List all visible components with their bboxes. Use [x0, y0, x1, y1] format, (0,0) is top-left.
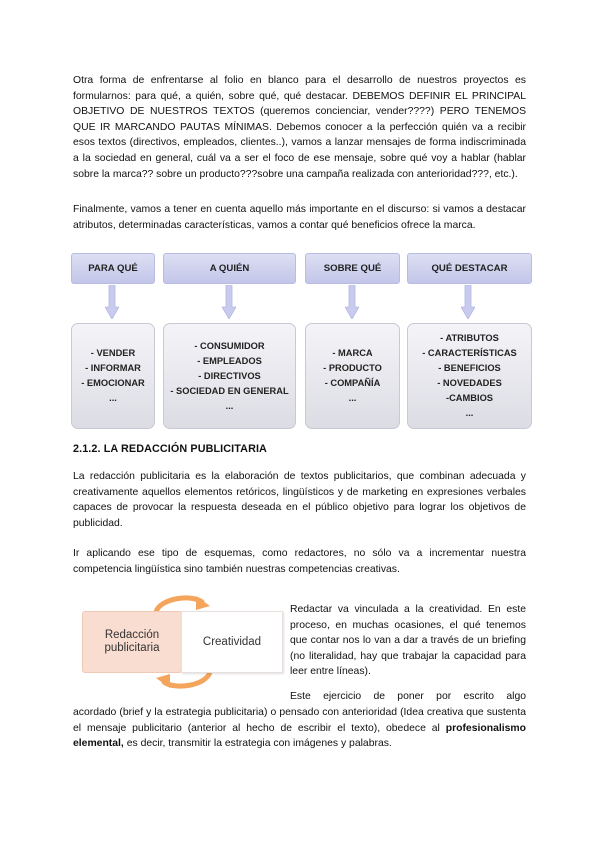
- list-item: - PRODUCTO: [323, 363, 382, 373]
- paragraph-ejercicio-first-line: Este ejercicio de poner por escrito algo: [290, 691, 526, 702]
- down-arrow-icon: [105, 285, 119, 319]
- list-item: - COMPAÑÍA: [324, 378, 381, 388]
- list-item: - ATRIBUTOS: [440, 333, 499, 343]
- down-arrow-icon: [461, 285, 475, 319]
- paragraph-definicion: La redacción publicitaria es la elaboración de textos publicitarios, que combinan adecuada y creativamente aquellos elementos retóricos, lingüísticos y de marketing en expresiones verbales capaces de provocar la respuesta deseada en el público objetivo para lograr los objetivos de publicidad.: [73, 471, 526, 529]
- box-que-destacar: [407, 323, 532, 429]
- creatividad-box: Creatividad: [181, 611, 283, 673]
- list-item: ...: [465, 408, 474, 418]
- paragraph-folio-en-blanco: Otra forma de enfrentarse al folio en blanco para el desarrollo de nuestros proyectos es formularnos: para qué, a quién, sobre qué, qué destacar. DEBEMOS DEFINIR EL PRINCIPAL OBJETIVO DE NUESTROS TEXTOS (queremos concienciar, vender????) PERO TENEMOS QUE IR MARCANDO PAUTAS MÍNIMAS. Debemos conocer a la perfección quién va a recibir esos textos (directivos, empleados, clientes..), vamos a lanzar mensajes de forma indiscriminada a la sociedad en general, cuál va a ser el foco de ese mensaje, sobre qué voy a hablar (hablar sobre la marca?? sobre un producto???sobre una campaña realizada con anterioridad???, etc.).: [73, 75, 526, 180]
- redaccion-creatividad-cycle: [82, 592, 282, 692]
- paragraph-finalmente: Finalmente, vamos a tener en cuenta aquello más importante en el discurso: si vamos a destacar atributos, determinadas características, vamos a contar qué beneficios ofrece la marca.: [73, 204, 526, 231]
- cycle-arrow-bottom-icon: [152, 670, 214, 692]
- four-questions-diagram: [71, 253, 531, 428]
- list-item: - CONSUMIDOR: [194, 340, 265, 351]
- list-item: - BENEFICIOS: [438, 363, 501, 373]
- list-item: - VENDER: [90, 348, 136, 358]
- box-a-quien: [163, 323, 296, 429]
- list-item: - SOCIEDAD EN GENERAL: [170, 385, 289, 396]
- ejercicio-end-text: es decir, transmitir la estrategia con imágenes y palabras.: [123, 738, 392, 750]
- list-item: ...: [109, 393, 117, 403]
- paragraph-redactar: Redactar va vinculada a la creatividad. En este proceso, en muchas ocasiones, el qué tenemos que contar nos lo van a dar a través de un briefing (no literalidad, hay que trabajar la capacidad para leer entre líneas).: [290, 604, 526, 678]
- list-item: - MARCA: [332, 348, 373, 358]
- list-item: - DIRECTIVOS: [198, 370, 261, 381]
- redaccion-label-line2: publicitaria: [104, 642, 160, 654]
- list-item: ...: [348, 393, 357, 403]
- redaccion-publicitaria-box: [82, 611, 182, 673]
- ejercicio-bold-text: profesionalismo elemental,: [73, 722, 526, 750]
- box-para-que: [71, 323, 155, 429]
- header-a-quien: A QUIÉN: [163, 253, 296, 284]
- list-item: - NOVEDADES: [437, 378, 502, 388]
- section-heading: 2.1.2. LA REDACCIÓN PUBLICITARIA: [73, 443, 267, 455]
- list-item: - INFORMAR: [85, 363, 141, 373]
- list-item: ...: [225, 400, 234, 411]
- redaccion-label-line1: Redacción: [104, 629, 160, 641]
- down-arrow-icon: [345, 285, 359, 319]
- header-que-destacar: QUÉ DESTACAR: [407, 253, 532, 284]
- paragraph-esquemas: Ir aplicando ese tipo de esquemas, como redactores, no sólo va a incrementar nuestra competencia lingüística sino también nuestras competencias creativas.: [73, 548, 526, 575]
- list-item: -CAMBIOS: [446, 393, 493, 403]
- list-item: - EMOCIONAR: [81, 378, 145, 388]
- list-item: - EMPLEADOS: [197, 355, 262, 366]
- ejercicio-text: acordado (brief y la estrategia publicitaria) o pensado con anterioridad (Idea creativa que sustenta el mensaje publicitario (anterior al hecho de escribir el texto), obedece al: [73, 707, 526, 734]
- box-sobre-que: [305, 323, 400, 429]
- header-para-que: PARA QUÉ: [71, 253, 155, 284]
- list-item: - CARACTERÍSTICAS: [422, 348, 517, 358]
- down-arrow-icon: [222, 285, 236, 319]
- paragraph-ejercicio: [73, 705, 526, 752]
- header-sobre-que: SOBRE QUÉ: [305, 253, 400, 284]
